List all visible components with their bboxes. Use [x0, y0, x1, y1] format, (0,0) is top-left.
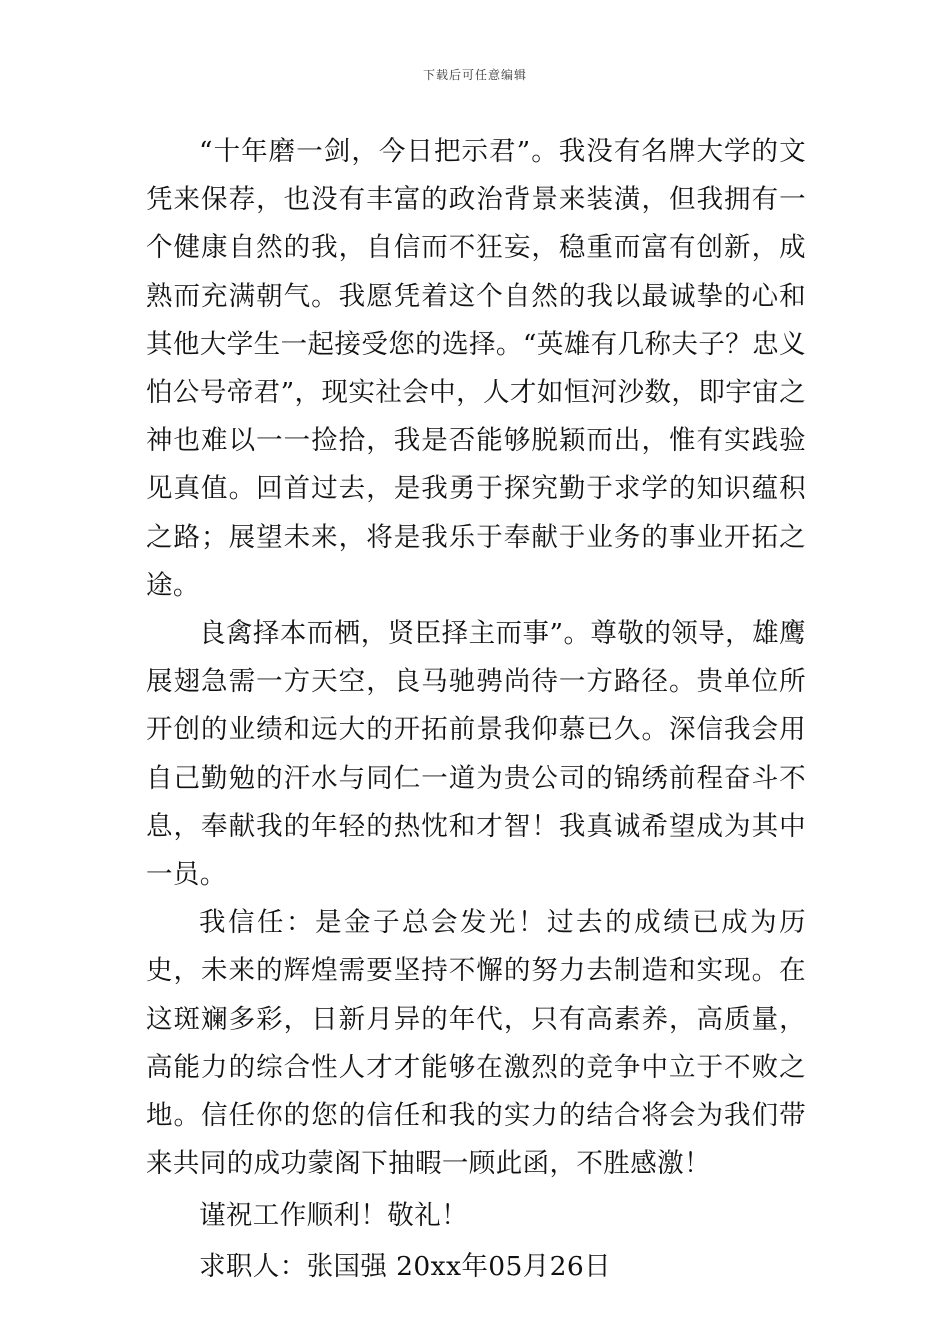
page-header: 下载后可任意编辑: [422, 68, 527, 82]
closing-salutation: 谨祝工作顺利！敬礼！: [199, 1200, 468, 1232]
body-paragraph-3: 我信任：是金子总会发光！过去的成绩已成为历史，未来的辉煌需要坚持不懈的努力去制造和实现。在这斑斓多彩，日新月异的年代，只有高素养，高质量，高能力的综合性人才才能够在激烈的竞争中立于不败之地。信任你的您的信任和我的实力的结合将会为我们带来共同的成功蒙阁下抽暇一顾此函，不胜感激！: [146, 907, 806, 1180]
signature-line: 求职人：张国强 20xx年05月26日: [199, 1250, 612, 1282]
document-body: [146, 128, 806, 1291]
body-paragraph-2: 良禽择本而栖，贤臣择主而事”。尊敬的领导，雄鹰展翅急需一方天空，良马驰骋尚待一方路径。贵单位所开创的业绩和远大的开拓前景我仰慕已久。深信我会用自己勤勉的汗水与同仁一道为贵公司的锦绣前程奋斗不息，奉献我的年轻的热忱和才智！我真诚希望成为其中一员。: [146, 618, 806, 891]
body-paragraph-1: “十年磨一剑，今日把示君”。我没有名牌大学的文凭来保荐，也没有丰富的政治背景来装潢，但我拥有一个健康自然的我，自信而不狂妄，稳重而富有创新，成熟而充满朝气。我愿凭着这个自然的我以最诚挚的心和其他大学生一起接受您的选择。“英雄有几称夫子？忠义怕公号帝君”，现实社会中，人才如恒河沙数，即宇宙之神也难以一一捡拾，我是否能够脱颖而出，惟有实践验见真值。回首过去，是我勇于探究勤于求学的知识蕴积之路；展望未来，将是我乐于奉献于业务的事业开拓之途。: [146, 136, 806, 601]
